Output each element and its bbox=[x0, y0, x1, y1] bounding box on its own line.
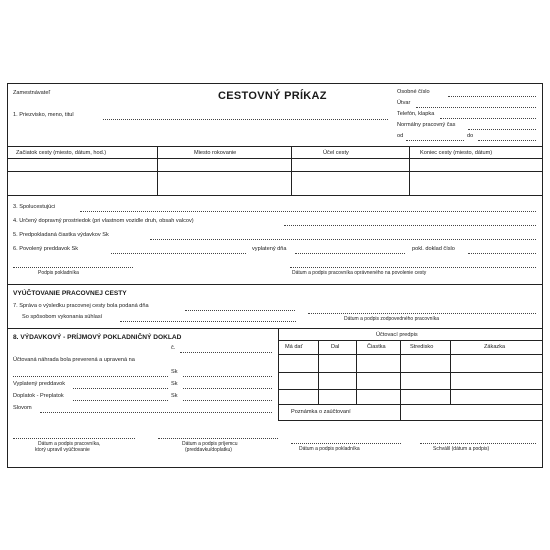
col-credit: Dal bbox=[331, 344, 340, 350]
col-order: Zákazka bbox=[484, 344, 506, 350]
personal-number-field[interactable] bbox=[448, 96, 536, 97]
method-label: So spôsobom vykonania súhlasí bbox=[22, 314, 103, 320]
accounting-note-label: Poznámka o zaúčtovaní bbox=[291, 409, 351, 415]
voucher-number-label: č. bbox=[171, 345, 176, 351]
form-title: CESTOVNÝ PRÍKAZ bbox=[218, 90, 327, 102]
voucher-heading: 8. VÝDAVKOVÝ - PRÍJMOVÝ POKLADNIČNÝ DOKLAD bbox=[13, 334, 182, 341]
accounting-col-divider bbox=[400, 340, 401, 420]
sig2-line[interactable] bbox=[158, 438, 278, 439]
accounting-bottom-border bbox=[278, 420, 542, 421]
method-field[interactable] bbox=[120, 321, 296, 322]
transport-label: 4. Určený dopravný prostriedok (pri vlastnom vozidle druh, obsah valcov) bbox=[13, 218, 194, 224]
sig3-line[interactable] bbox=[291, 443, 401, 444]
voucher-top-border bbox=[8, 328, 542, 329]
department-label: Útvar bbox=[397, 100, 411, 106]
sig4-line[interactable] bbox=[420, 443, 536, 444]
sig1-label-2: ktorý upravil vyúčtovanie bbox=[35, 447, 90, 453]
cashier-sig-line[interactable] bbox=[13, 267, 133, 268]
accounting-col-divider bbox=[318, 340, 319, 404]
accounting-col-divider bbox=[450, 340, 451, 404]
col-trip-start: Začiatok cesty (miesto, dátum, hod.) bbox=[16, 150, 107, 156]
paid-on-label: vyplatený dňa bbox=[252, 246, 287, 252]
in-words-label: Slovom bbox=[13, 405, 32, 411]
compensation-currency: Sk bbox=[171, 369, 178, 375]
sig4-label: Schválil (dátum a podpis) bbox=[433, 446, 490, 452]
table-col-divider bbox=[291, 146, 292, 195]
table-top-border bbox=[8, 146, 542, 147]
voucher-number-field[interactable] bbox=[180, 352, 272, 353]
expected-expenses-field[interactable] bbox=[150, 239, 536, 240]
surcharge-dots bbox=[73, 400, 168, 401]
to-field[interactable] bbox=[478, 140, 536, 141]
col-cost-center: Stredisko bbox=[410, 344, 434, 350]
working-time-field[interactable] bbox=[468, 129, 536, 130]
sig1-label: Dátum a podpis pracovníka, bbox=[38, 441, 101, 447]
report-label: 7. Správa o výsledku pracovnej cesty bola podaná dňa bbox=[13, 303, 149, 309]
col-trip-end: Koniec cesty (miesto, dátum) bbox=[420, 150, 493, 156]
authorized-sig-label: Dátum a podpis pracovníka oprávneného na povolenie cesty bbox=[292, 270, 427, 276]
compensation-field[interactable] bbox=[183, 376, 272, 377]
report-field[interactable] bbox=[185, 310, 295, 311]
compensation-words-line[interactable] bbox=[13, 376, 168, 377]
accounting-left-border bbox=[278, 328, 279, 420]
companions-label: 3. Spolucestujúci bbox=[13, 204, 56, 210]
working-time-label: Normálny pracovný čas bbox=[397, 122, 456, 128]
compensation-label: Účtovaná náhrada bola preverená a upravená na bbox=[13, 357, 135, 363]
surcharge-label: Doplatok - Preplatok bbox=[13, 393, 64, 399]
companions-field[interactable] bbox=[80, 211, 536, 212]
responsible-sig-line[interactable] bbox=[308, 313, 536, 314]
advance-field[interactable] bbox=[111, 253, 246, 254]
surcharge-currency: Sk bbox=[171, 393, 178, 399]
phone-label: Telefón, klapka bbox=[397, 111, 435, 117]
accounting-row-border bbox=[278, 404, 542, 405]
personal-number-label: Osobné číslo bbox=[397, 89, 430, 95]
cash-doc-field[interactable] bbox=[468, 253, 536, 254]
paid-advance-field[interactable] bbox=[183, 388, 272, 389]
travel-order-form bbox=[7, 83, 543, 468]
settlement-heading: VYÚČTOVANIE PRACOVNEJ CESTY bbox=[13, 290, 127, 297]
expected-expenses-label: 5. Predpokladaná čiastka výdavkov Sk bbox=[13, 232, 109, 238]
to-label: do bbox=[467, 133, 474, 139]
cashier-sig-label: Podpis pokladníka bbox=[38, 270, 79, 276]
cash-doc-label: pokl. doklad číslo bbox=[412, 246, 455, 252]
accounting-col-divider bbox=[356, 340, 357, 404]
table-col-divider bbox=[157, 146, 158, 195]
table-bottom-border bbox=[8, 195, 542, 196]
transport-field[interactable] bbox=[284, 225, 536, 226]
col-amount: Čiastka bbox=[367, 344, 386, 350]
employer-label: Zamestnávateľ bbox=[13, 90, 51, 96]
sig3-label: Dátum a podpis pokladníka bbox=[299, 446, 360, 452]
from-field[interactable] bbox=[406, 140, 464, 141]
from-label: od bbox=[397, 133, 404, 139]
col-meeting-place: Miesto rokovanie bbox=[194, 150, 237, 156]
department-field[interactable] bbox=[416, 107, 536, 108]
phone-field[interactable] bbox=[440, 118, 536, 119]
responsible-sig-label: Dátum a podpis zodpovedného pracovníka bbox=[344, 316, 440, 322]
paid-advance-label: Vyplatený preddavok bbox=[13, 381, 66, 387]
paid-advance-currency: Sk bbox=[171, 381, 178, 387]
paid-on-field[interactable] bbox=[295, 253, 405, 254]
sig1-line[interactable] bbox=[13, 438, 135, 439]
settlement-top-border bbox=[8, 284, 542, 285]
authorized-sig-line[interactable] bbox=[290, 267, 536, 268]
table-header-border bbox=[8, 158, 542, 159]
name-field[interactable] bbox=[103, 119, 388, 120]
sig2-label: Dátum a podpis príjemcu bbox=[182, 441, 238, 447]
paid-advance-dots bbox=[73, 388, 168, 389]
name-label: 1. Priezvisko, meno, titul bbox=[13, 112, 74, 118]
col-purpose: Účel cesty bbox=[323, 150, 349, 156]
sig2-label-2: (preddavku/doplatku) bbox=[185, 447, 232, 453]
advance-label: 6. Povolený preddavok Sk bbox=[13, 246, 78, 252]
col-debit: Má dať bbox=[285, 344, 303, 350]
table-col-divider bbox=[409, 146, 410, 195]
table-row-border bbox=[8, 171, 542, 172]
surcharge-field[interactable] bbox=[183, 400, 272, 401]
accounting-heading: Účtovací predpis bbox=[376, 332, 418, 338]
in-words-field[interactable] bbox=[40, 412, 272, 413]
